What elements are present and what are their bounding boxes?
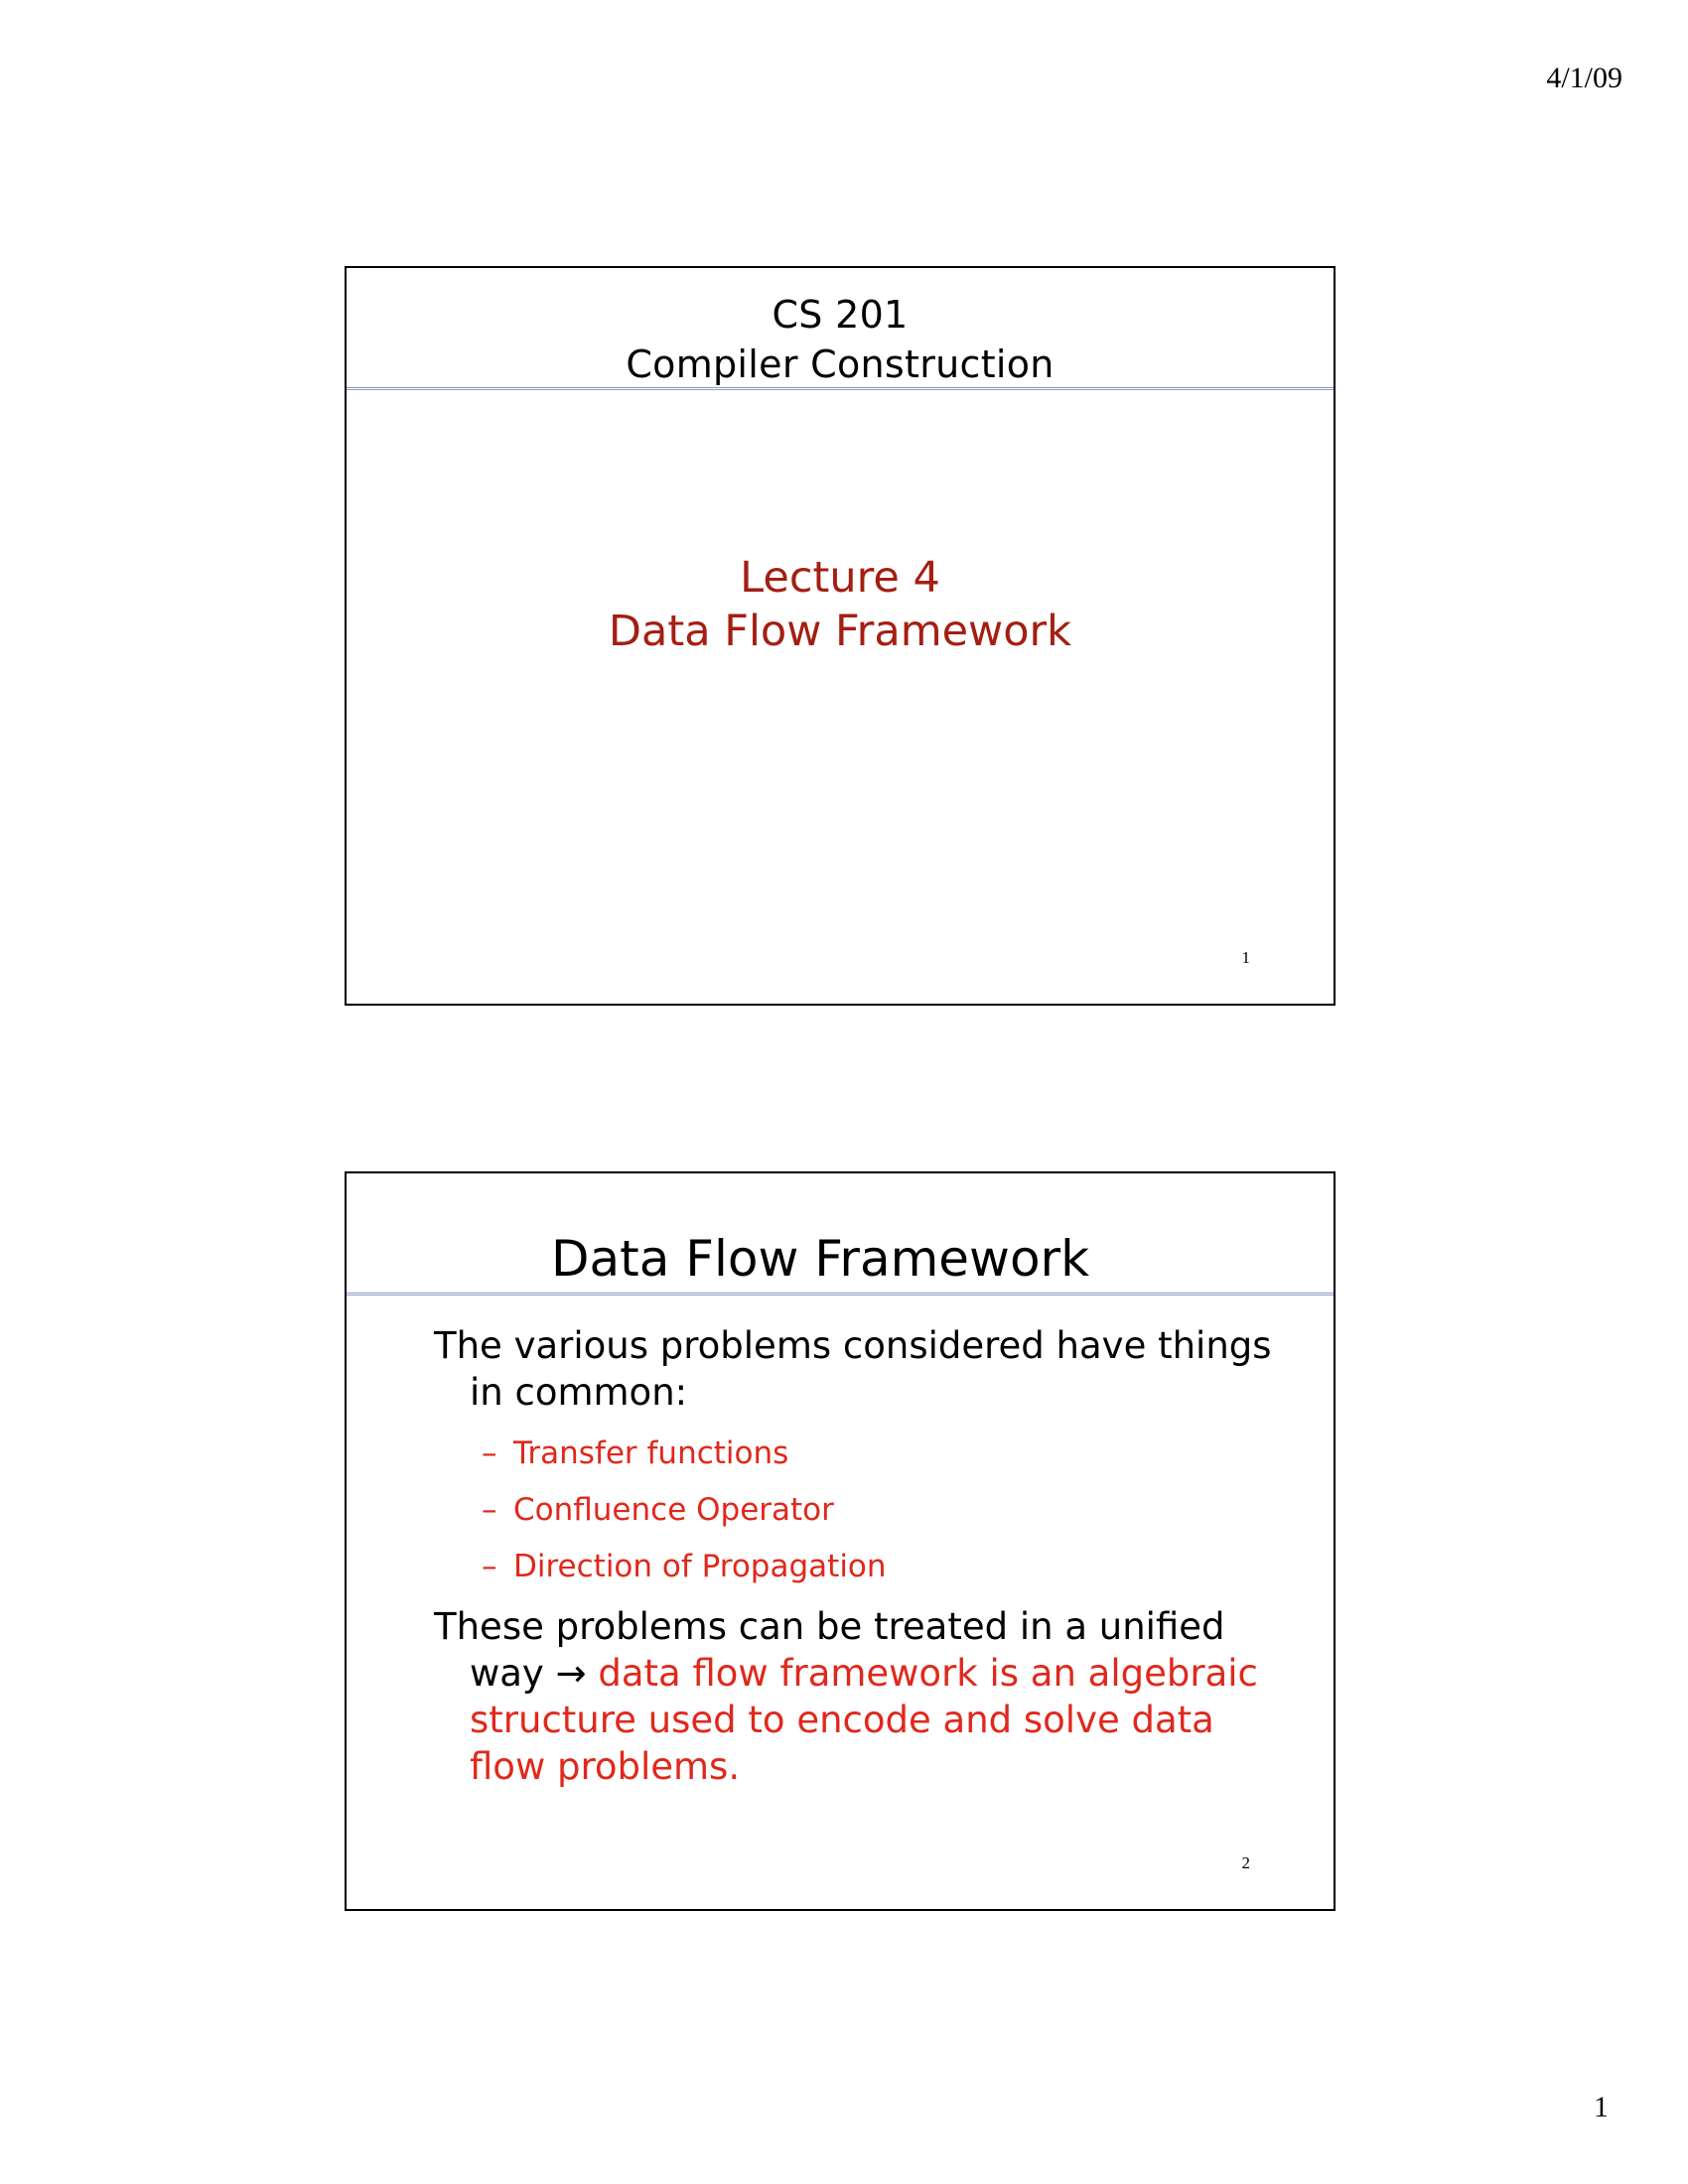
slide-2 — [345, 1171, 1336, 1911]
list-item: – Direction of Propagation — [482, 1549, 887, 1584]
page-date: 4/1/09 — [1546, 62, 1622, 94]
bullet-text: Confluence Operator — [513, 1492, 834, 1528]
lecture-subtitle — [347, 551, 1334, 658]
slide-2-number: 2 — [1241, 1853, 1250, 1872]
slide-2-header — [347, 1173, 1334, 1296]
list-item: – Transfer functions — [482, 1435, 789, 1471]
slide-2-body — [434, 1322, 1274, 1790]
paragraph-unified-prefix: These problems can be treated in a unified way — [434, 1605, 1225, 1695]
slide-2-title: Data Flow Framework — [550, 1230, 1090, 1288]
lecture-topic: Data Flow Framework — [608, 607, 1072, 656]
slide-1 — [345, 266, 1336, 1006]
arrow-icon: → — [555, 1652, 587, 1695]
page-number: 1 — [1594, 2091, 1609, 2123]
bullet-list — [434, 1426, 1274, 1595]
bullet-text: Transfer functions — [513, 1435, 789, 1471]
slide-1-number: 1 — [1241, 948, 1250, 967]
lecture-number: Lecture 4 — [740, 553, 940, 603]
course-code: CS 201 — [772, 293, 909, 337]
definition-highlight: data flow framework is an algebraic structure used to encode and solve data flow problems. — [470, 1652, 1258, 1788]
slide-1-header — [347, 268, 1334, 390]
bullet-text: Direction of Propagation — [513, 1549, 887, 1584]
paragraph-unified — [434, 1603, 1274, 1790]
paragraph-common: The various problems considered have things in common: — [434, 1324, 1272, 1414]
list-item: – Confluence Operator — [482, 1492, 834, 1528]
course-name: Compiler Construction — [626, 342, 1055, 386]
